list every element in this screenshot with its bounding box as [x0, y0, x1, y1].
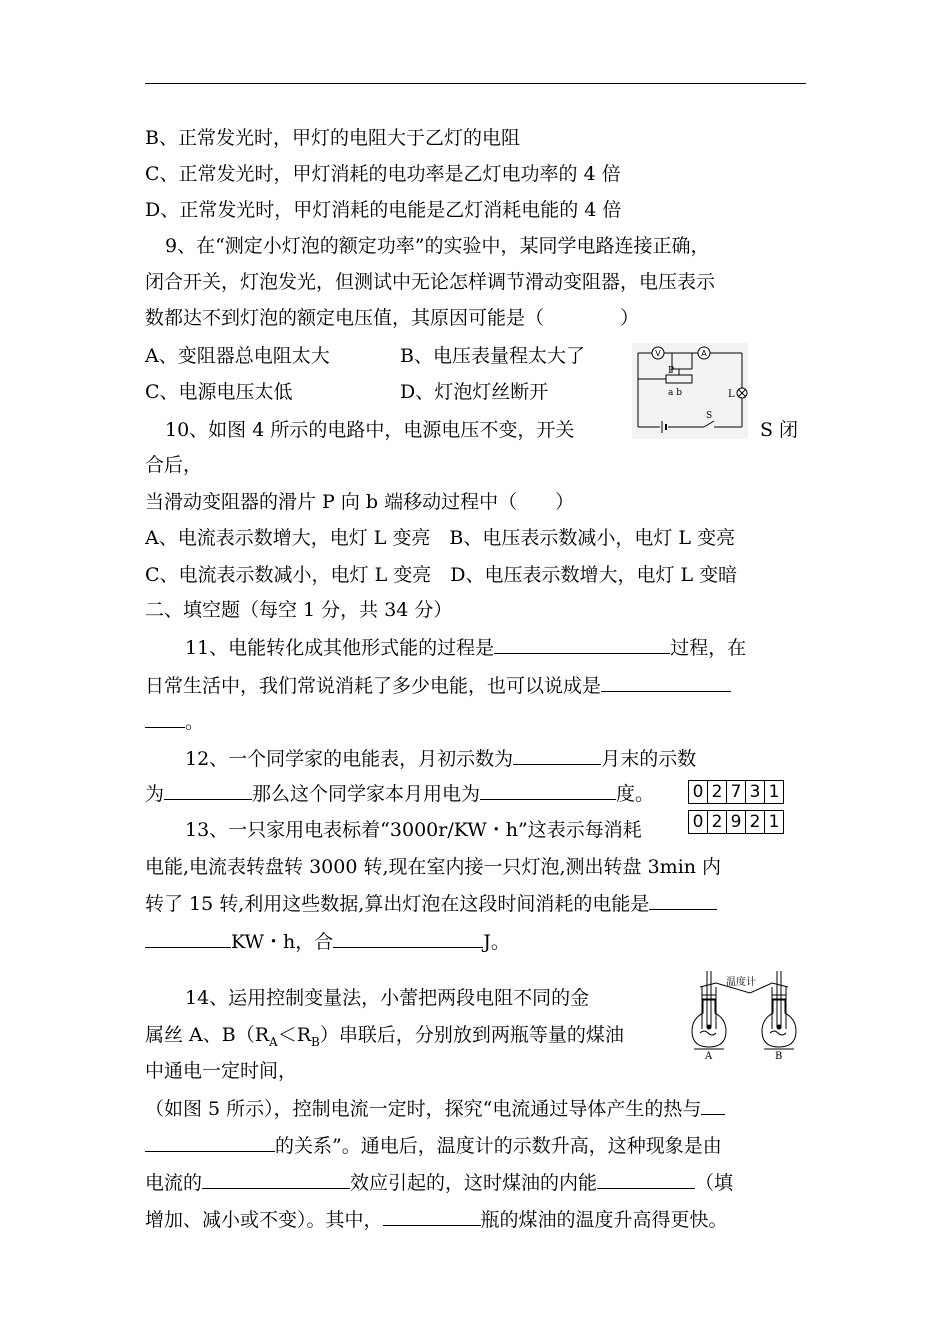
ammeter-label: A: [701, 349, 707, 358]
q14-line3: 中通电一定时间，: [145, 1060, 298, 1082]
meter-end-digit: 0: [688, 810, 708, 834]
q14-text-6b: 效应引起的，这时煤油的内能: [350, 1172, 598, 1194]
q14-blank-2[interactable]: [202, 1170, 350, 1189]
q14-text-2b: ）串联后，分别放到两瓶等量的煤油: [319, 1024, 624, 1046]
q13-line3: [145, 891, 717, 916]
q14-lt: ＜R: [277, 1024, 312, 1046]
q14-line1: 14、运用控制变量法，小蕾把两段电阻不同的金: [185, 987, 590, 1009]
q12-line1: [185, 746, 696, 771]
q11-blank-2b[interactable]: [145, 709, 185, 728]
q11-text-2: 过程，在: [670, 637, 747, 659]
q9-stem-line1: 9、在“测定小灯泡的额定功率”的实验中，某同学电路连接正确，: [165, 235, 710, 257]
thermometer-label: 温度计: [726, 977, 756, 988]
q10-stem-line1-end: S 闭: [760, 419, 799, 441]
flask-a-label: A: [705, 1051, 713, 1060]
meter-start-digit: 3: [745, 780, 765, 804]
q14-line7: [145, 1207, 728, 1232]
q9-option-a: A、变阻器总电阻太大: [145, 345, 330, 367]
q13-blank-1a[interactable]: [649, 891, 717, 910]
section-2-heading: 二、填空题（每空 1 分，共 34 分）: [145, 599, 453, 621]
q14-text-6a: 电流的: [145, 1172, 203, 1194]
q11-text-3: 日常生活中，我们常说消耗了多少电能，也可以说成是: [145, 675, 602, 697]
lamp-label: L: [728, 389, 735, 400]
figure-4-circuit: [632, 343, 748, 439]
meter-reading-start: [688, 780, 783, 804]
meter-end-digit: 1: [764, 810, 784, 834]
q14-blank-4[interactable]: [383, 1207, 481, 1226]
q9-option-d: D、灯泡灯丝断开: [400, 381, 549, 403]
q12-line2: [145, 781, 654, 806]
figure-5-flasks: [688, 965, 806, 1060]
header-rule: [145, 83, 806, 84]
q14-line2: [145, 1023, 624, 1054]
q9-option-c: C、电源电压太低: [145, 381, 293, 403]
q11-text-1: 11、电能转化成其他形式能的过程是: [185, 637, 495, 659]
q11-blank-1[interactable]: [494, 635, 670, 654]
q13-text-4: KW・h，合: [231, 931, 334, 953]
q10-stem-line3: 当滑动变阻器的滑片 P 向 b 端移动过程中（ ）: [145, 491, 575, 513]
q14-sub-b: B: [311, 1034, 320, 1049]
meter-start-digit: 1: [764, 780, 784, 804]
meter-start-digit: 2: [707, 780, 727, 804]
q13-blank-1b[interactable]: [145, 929, 231, 948]
meter-reading-end: [688, 810, 783, 834]
q10-stem-line2: 合后，: [145, 454, 203, 476]
q12-text-4: 那么这个同学家本月用电为: [252, 783, 481, 805]
q14-blank-1a[interactable]: [701, 1096, 725, 1115]
q11-text-4: 。: [185, 711, 205, 733]
slider-label: P: [668, 366, 675, 376]
q8-option-b: B、正常发光时，甲灯的电阻大于乙灯的电阻: [145, 127, 520, 149]
q9-option-b: B、电压表量程太大了: [400, 345, 585, 367]
meter-start-digit: 7: [726, 780, 746, 804]
q13-line1: 13、一只家用电表标着“3000r/KW・h”这表示每消耗: [185, 819, 642, 841]
q13-blank-2[interactable]: [333, 929, 483, 948]
q10-stem-line1: 10、如图 4 所示的电路中，电源电压不变，开关: [165, 419, 575, 441]
switch-label: S: [706, 411, 713, 421]
q14-text-2a: 属丝 A、B（R: [145, 1024, 270, 1046]
flask-b-label: B: [775, 1051, 783, 1060]
q9-stem-line3: 数都达不到灯泡的额定电压值，其原因可能是（ ）: [145, 307, 640, 329]
q14-sub-a: A: [269, 1034, 278, 1049]
q13-line2: 电能,电流表转盘转 3000 转,现在室内接一只灯泡,测出转盘 3min 内: [145, 856, 722, 878]
q13-text-5: J。: [483, 931, 510, 953]
meter-end-digit: 2: [707, 810, 727, 834]
meter-end-digit: 9: [726, 810, 746, 834]
q13-line4: [145, 929, 510, 954]
q12-blank-3[interactable]: [480, 781, 616, 800]
q14-text-6c: （填: [695, 1172, 734, 1194]
q14-text-5: 的关系”。通电后，温度计的示数升高，这种现象是由: [275, 1135, 722, 1157]
q14-line5: [145, 1133, 722, 1158]
q11-line3: [145, 709, 204, 734]
q14-text-7a: 增加、减小或不变）。其中，: [145, 1209, 383, 1231]
q14-line6: [145, 1170, 733, 1195]
q14-text-4: （如图 5 所示），控制电流一定时，探究“电流通过导体产生的热与: [145, 1098, 702, 1120]
q11-line1: [185, 635, 746, 660]
q14-text-7b: 瓶的煤油的温度升高得更快。: [480, 1209, 728, 1231]
q11-blank-2a[interactable]: [601, 673, 731, 692]
q8-option-d: D、正常发光时，甲灯消耗的电能是乙灯消耗电能的 4 倍: [145, 199, 622, 221]
q10-options-ab: A、电流表示数增大，电灯 L 变亮 B、电压表示数减小，电灯 L 变亮: [145, 527, 736, 549]
q12-text-5: 度。: [616, 783, 655, 805]
q12-blank-1[interactable]: [513, 746, 601, 765]
q12-text-2: 月末的示数: [601, 748, 697, 770]
q12-text-3: 为: [145, 783, 165, 805]
q13-text-3: 转了 15 转,利用这些数据,算出灯泡在这段时间消耗的电能是: [145, 893, 650, 915]
q8-option-c: C、正常发光时，甲灯消耗的电功率是乙灯电功率的 4 倍: [145, 163, 621, 185]
voltmeter-label: V: [655, 349, 661, 358]
q14-blank-1b[interactable]: [145, 1133, 275, 1152]
meter-end-digit: 2: [745, 810, 765, 834]
q14-line4: [145, 1096, 725, 1121]
meter-start-digit: 0: [688, 780, 708, 804]
q11-line2: [145, 673, 731, 698]
q14-blank-3[interactable]: [597, 1170, 695, 1189]
rheostat-ends-label: a b: [668, 388, 682, 398]
q12-text-1: 12、一个同学家的电能表，月初示数为: [185, 748, 514, 770]
q9-stem-line2: 闭合开关，灯泡发光，但测试中无论怎样调节滑动变阻器，电压表示: [145, 271, 716, 293]
q12-blank-2[interactable]: [164, 781, 252, 800]
q10-options-cd: C、电流表示数减小，电灯 L 变亮 D、电压表示数增大，电灯 L 变暗: [145, 564, 738, 586]
